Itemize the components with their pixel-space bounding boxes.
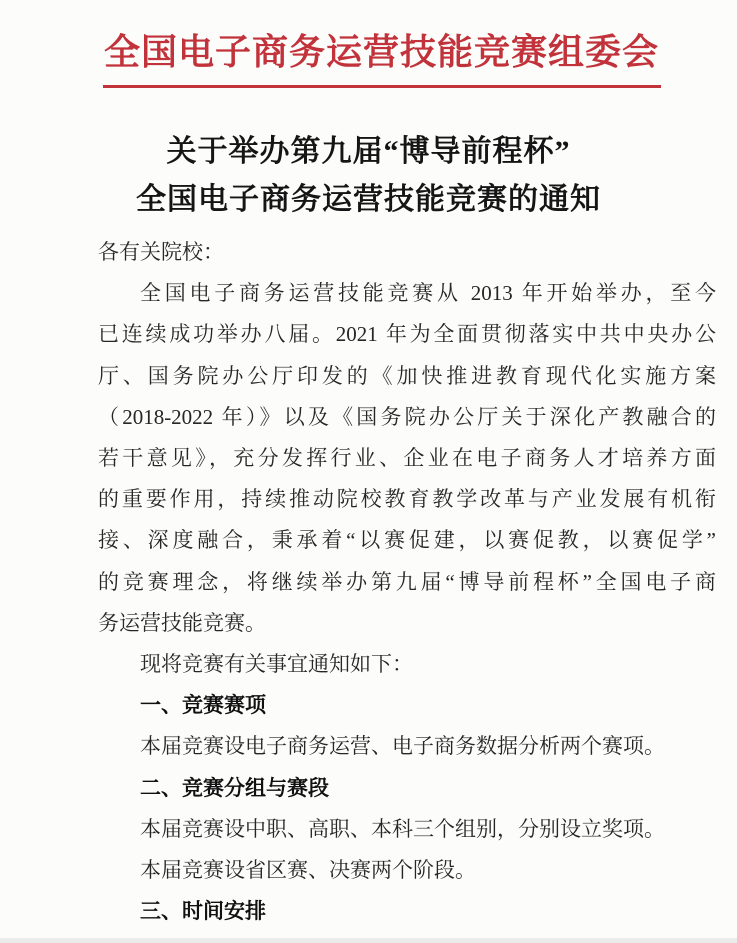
body-line: 已连续成功举办八届。2021 年为全面贯彻落实中共中央办公: [98, 322, 716, 347]
section-heading: 三、时间安排: [140, 899, 266, 924]
body-line: 接、深度融合，秉承着“以赛促建，以赛促教，以赛促学”: [98, 528, 716, 553]
body-line: 本届竞赛设电子商务运营、电子商务数据分析两个赛项。: [140, 734, 665, 759]
section-heading: 二、竞赛分组与赛段: [140, 775, 329, 800]
document-body: [98, 232, 716, 932]
body-line: 的竞赛理念，将继续举办第九届“博导前程杯”全国电子商: [98, 569, 716, 594]
body-line: 务运营技能竞赛。: [98, 610, 266, 635]
scan-edge: [0, 938, 737, 943]
letterhead: [13, 0, 737, 88]
body-line: 的重要作用，持续推动院校教育教学改革与产业发展有机衔: [98, 487, 716, 512]
org-header-title: 全国电子商务运营技能竞赛组委会: [103, 32, 659, 72]
body-line: 全国电子商务运营技能竞赛从 2013 年开始举办，至今: [140, 281, 716, 306]
body-line: （2018-2022 年）》以及《国务院办公厅关于深化产教融合的: [98, 404, 716, 429]
body-line: 本届竞赛设中职、高职、本科三个组别，分别设立奖项。: [140, 816, 665, 841]
body-line: 本届竞赛设省区赛、决赛两个阶段。: [140, 858, 476, 883]
body-line: 厅、国务院办公厅印发的《加快推进教育现代化实施方案: [98, 363, 716, 388]
body-line: 现将竞赛有关事宜通知如下：: [140, 652, 413, 677]
document-title: [0, 128, 737, 224]
body-line: 各有关院校：: [98, 240, 224, 264]
section-heading: 一、竞赛赛项: [140, 693, 266, 718]
header-rule-divider: [103, 85, 661, 88]
document-title-line1: 关于举办第九届“博导前程杯”: [166, 135, 571, 168]
document-title-line2: 全国电子商务运营技能竞赛的通知: [136, 183, 601, 216]
body-line: 若干意见》，充分发挥行业、企业在电子商务人才培养方面: [98, 446, 716, 471]
